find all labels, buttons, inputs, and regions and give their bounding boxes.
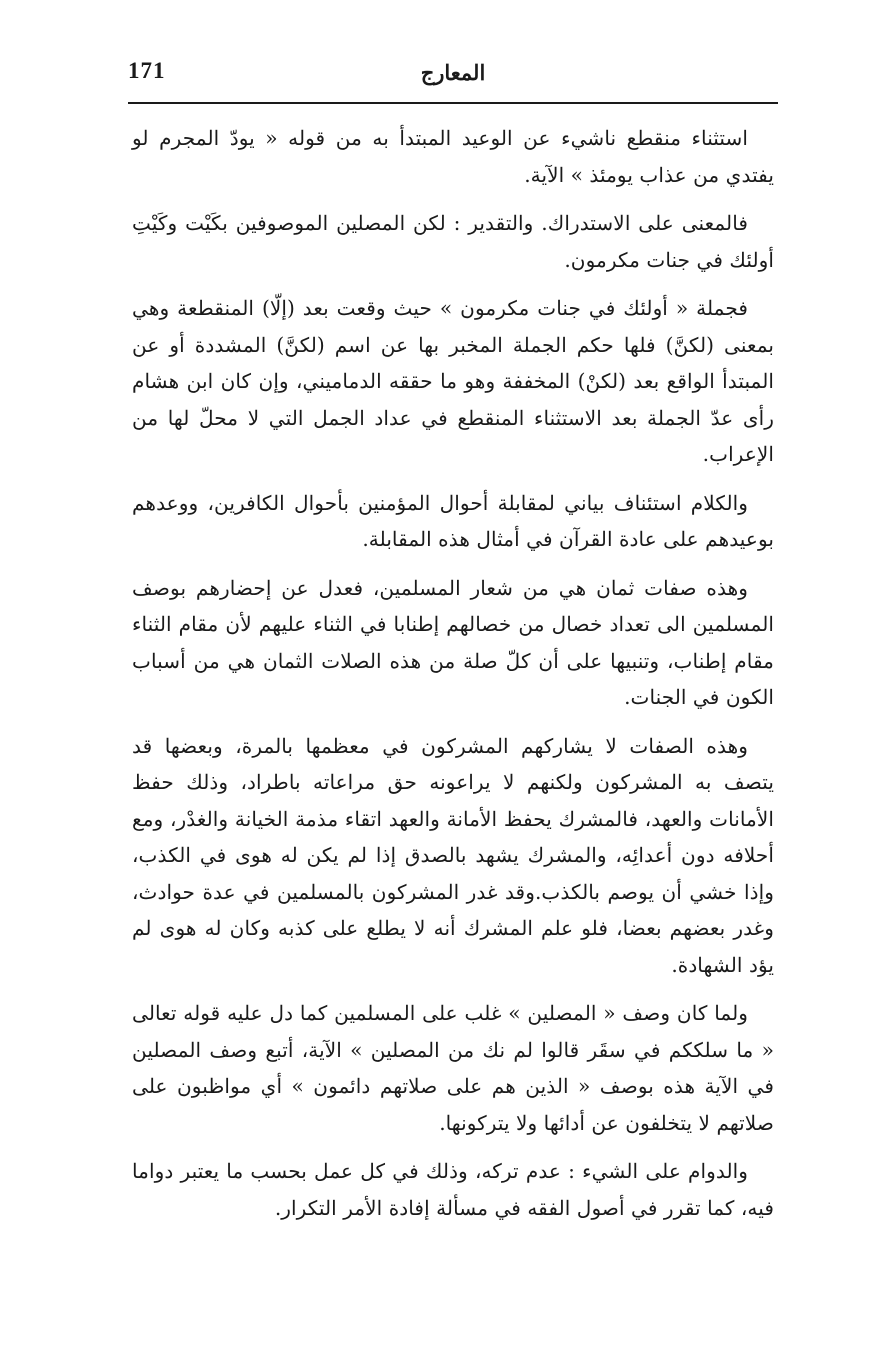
paragraph: استثناء منقطع ناشيء عن الوعيد المبتدأ به من قوله « يودّ المجرم لو يفتدي من عذاب يومئذ » الآية. — [132, 126, 774, 187]
paragraph: وهذه صفات ثمان هي من شعار المسلمين، فعدل عن إحضارهم بوصف المسلمين الى تعداد خصال من خصالهم إطنابا في الثناء عليهم لأن مقام الثناء مقام إطناب، وتنبيها على أن كلّ صلة من هذه الصلات الثمان هي من أسباب الكون في الجنات. — [132, 575, 774, 709]
paragraph: والكلام استئناف بياني لمقابلة أحوال المؤمنين بأحوال الكافرين، ووعدهم بوعيدهم على عادة القرآن في أمثال هذه المقابلة. — [132, 490, 774, 551]
paragraph: فالمعنى على الاستدراك. والتقدير : لكن المصلين الموصوفين بكَيْت وكَيْتِ أولئك في جنات مكرمون. — [132, 211, 774, 272]
paragraph: ولما كان وصف « المصلين » غلب على المسلمين كما دل عليه قوله تعالى « ما سلككم في سقَر قالوا لم نك من المصلين » الآية، أتبع وصف المصلين في الآية هذه بوصف « الذين هم على صلاتهم دائمون » أي مواظبون على صلاتهم لا يتخلفون عن أدائها ولا يتركونها. — [132, 1001, 774, 1135]
paragraph: وهذه الصفات لا يشاركهم المشركون في معظمها بالمرة، وبعضها قد يتصف به المشركون ولكنهم لا يراعونه حق مراعاته باطراد، وذلك حفظ الأمانات والعهد، فالمشرك يحفظ الأمانة والعهد اتقاء مذمة الخيانة والغدْر، ومع أحلافه دون أعدائِه، والمشرك يشهد بالصدق إذا لم يكن له هوى في الكذب، وإذا خشي أن يوصم بالكذب.وقد غدر المشركون بالمسلمين في عدة حوادث، وغدر بعضهم بعضا، فلو علم المشرك أنه لا يطلع على كذبه وكان له هوى لم يؤد الشهادة. — [132, 733, 774, 977]
paragraph: فجملة « أولئك في جنات مكرمون » حيث وقعت بعد (إلّا) المنقطعة وهي بمعنى (لكنَّ) فلها حكم الجملة المخبر بها عن اسم (لكنَّ) المشددة أو عن المبتدأ الواقع بعد (لكنْ) المخففة وهو ما حققه الدماميني، وإن كان ابن هشام رأى عدّ الجملة بعد الاستثناء المنقطع في عداد الجمل التي لا محلّ لها من الإعراب. — [132, 296, 774, 466]
main-text — [132, 120, 774, 1238]
page-number: 171 — [128, 58, 166, 83]
header-rule — [128, 102, 778, 104]
page-header — [128, 58, 778, 98]
running-title: المعارج — [420, 60, 486, 85]
paragraph: والدوام على الشيء : عدم تركه، وذلك في كل عمل بحسب ما يعتبر دواما فيه، كما تقرر في أصول الفقه في مسألة إفادة الأمر التكرار. — [132, 1159, 774, 1220]
